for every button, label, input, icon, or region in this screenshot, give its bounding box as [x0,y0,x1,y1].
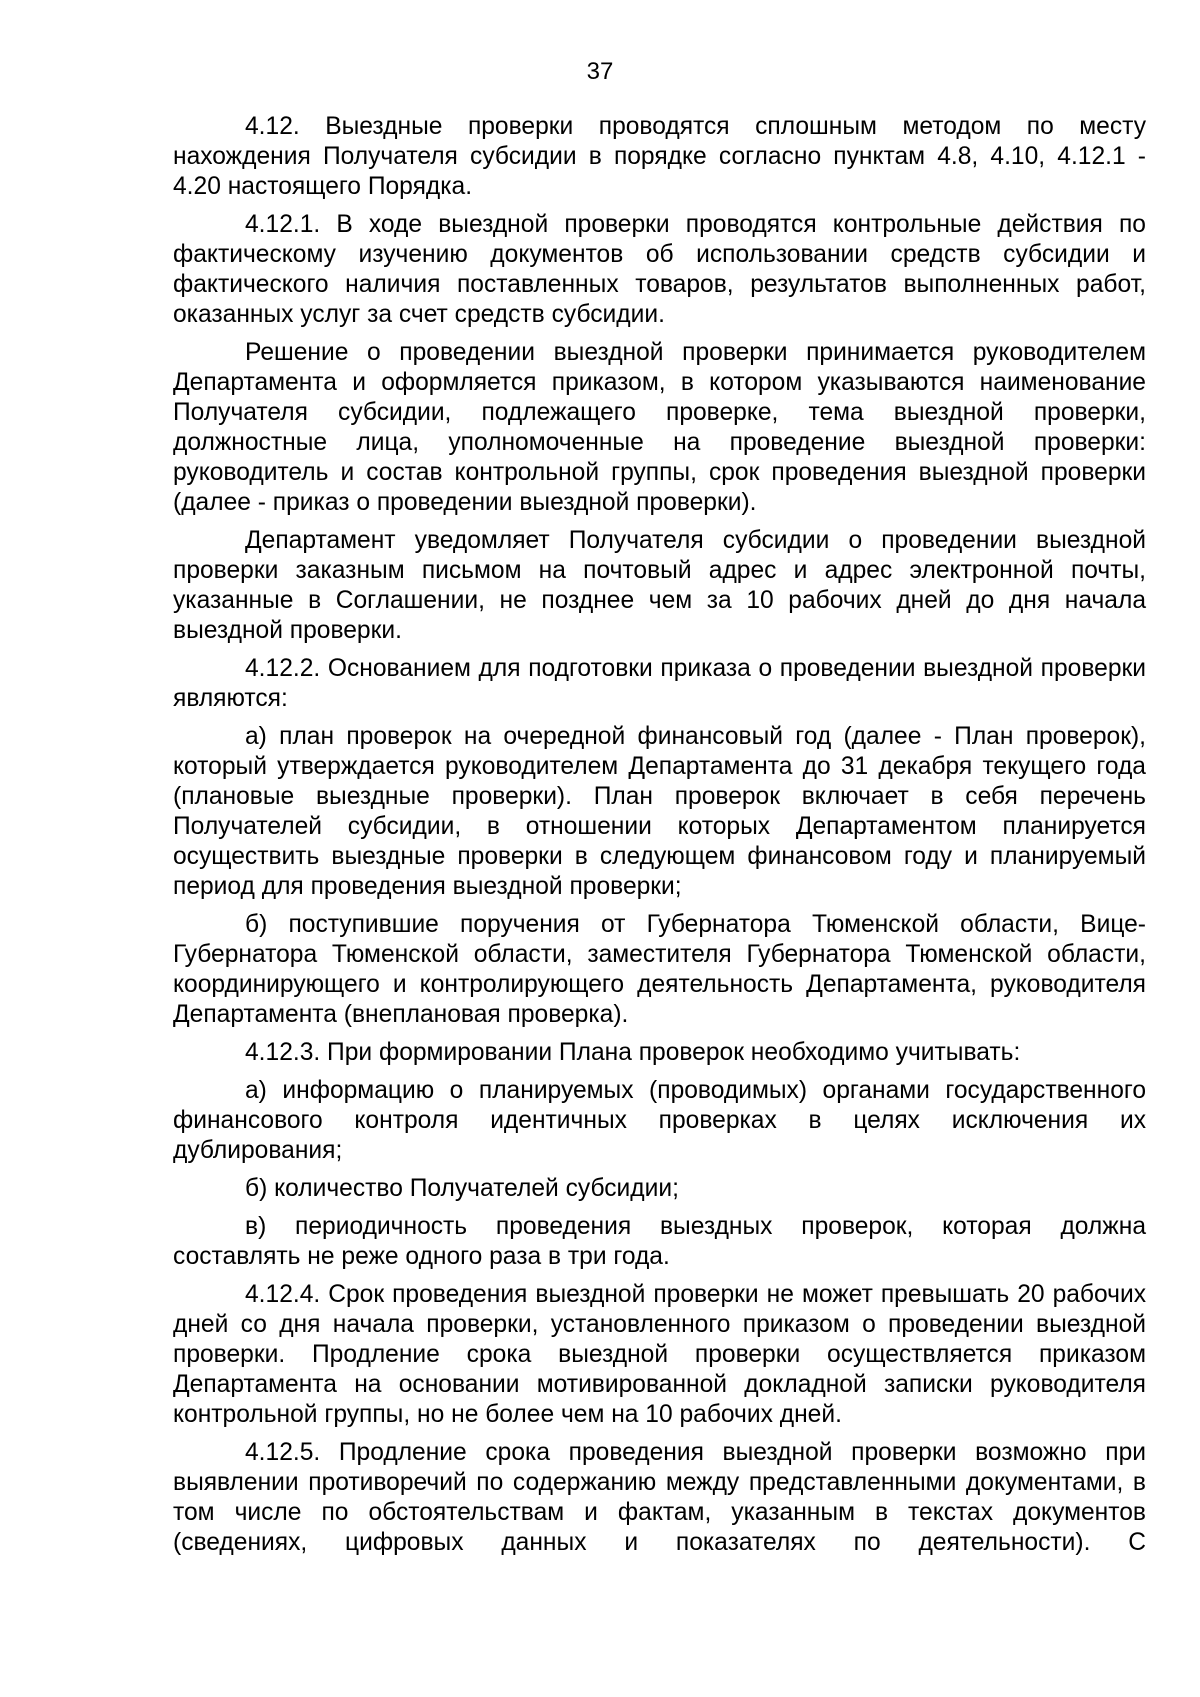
page-number: 37 [586,58,614,85]
paragraph-4-12-2-b: б) поступившие поручения от Губернатора Тюменской области, Вице-Губернатора Тюменской области, заместителя Губернатора Тюменской области, координирующего и контролирующего деятельность Департамента, руководителя Департамента (внеплановая проверка). [173,911,1146,1028]
paragraph-4-12-3-b: б) количество Получателей субсидии; [245,1175,679,1202]
paragraph-4-12-2-a: а) план проверок на очередной финансовый год (далее - План проверок), который утверждается руководителем Департамента до 31 декабря текущего года (плановые выездные проверки). План проверок включает в себя перечень Получателей субсидии, в отношении которых Департаментом планируется осуществить выездные проверки в следующем финансовом году и планируемый период для проведения выездной проверки; [173,723,1146,900]
paragraph-4-12-3-v: в) периодичность проведения выездных проверок, которая должна составлять не реже одного раза в три года. [173,1213,1146,1270]
document-body [173,112,1146,1566]
paragraph-4-12-1: 4.12.1. В ходе выездной проверки проводятся контрольные действия по фактическому изучению документов об использовании средств субсидии и фактического наличия поставленных товаров, результатов выполненных работ, оказанных услуг за счет средств субсидии. [173,211,1146,328]
paragraph-4-12-4: 4.12.4. Срок проведения выездной проверки не может превышать 20 рабочих дней со дня начала проверки, установленного приказом о проведении выездной проверки. Продление срока выездной проверки осуществляется приказом Департамента на основании мотивированной докладной записки руководителя контрольной группы, но не более чем на 10 рабочих дней. [173,1281,1146,1428]
paragraph-decision: Решение о проведении выездной проверки принимается руководителем Департамента и оформляется приказом, в котором указываются наименование Получателя субсидии, подлежащего проверке, тема выездной проверки, должностные лица, уполномоченные на проведение выездной проверки: руководитель и состав контрольной группы, срок проведения выездной проверки (далее - приказ о проведении выездной проверки). [173,339,1146,516]
paragraph-4-12-3: 4.12.3. При формировании Плана проверок необходимо учитывать: [245,1039,1021,1066]
paragraph-4-12-3-a: а) информацию о планируемых (проводимых) органами государственного финансового контроля идентичных проверках в целях исключения их дублирования; [173,1077,1146,1164]
paragraph-notification: Департамент уведомляет Получателя субсидии о проведении выездной проверки заказным письмом на почтовый адрес и адрес электронной почты, указанные в Соглашении, не позднее чем за 10 рабочих дней до дня начала выездной проверки. [173,527,1146,644]
paragraph-4-12-2: 4.12.2. Основанием для подготовки приказа о проведении выездной проверки являются: [173,655,1146,712]
paragraph-4-12: 4.12. Выездные проверки проводятся сплошным методом по месту нахождения Получателя субсидии в порядке согласно пунктам 4.8, 4.10, 4.12.1 - 4.20 настоящего Порядка. [173,113,1146,200]
paragraph-4-12-5: 4.12.5. Продление срока проведения выездной проверки возможно при выявлении противоречий по содержанию между представленными документами, в том числе по обстоятельствам и фактам, указанным в текстах документов (сведениях, цифровых данных и показателях по деятельности). С [173,1439,1146,1556]
